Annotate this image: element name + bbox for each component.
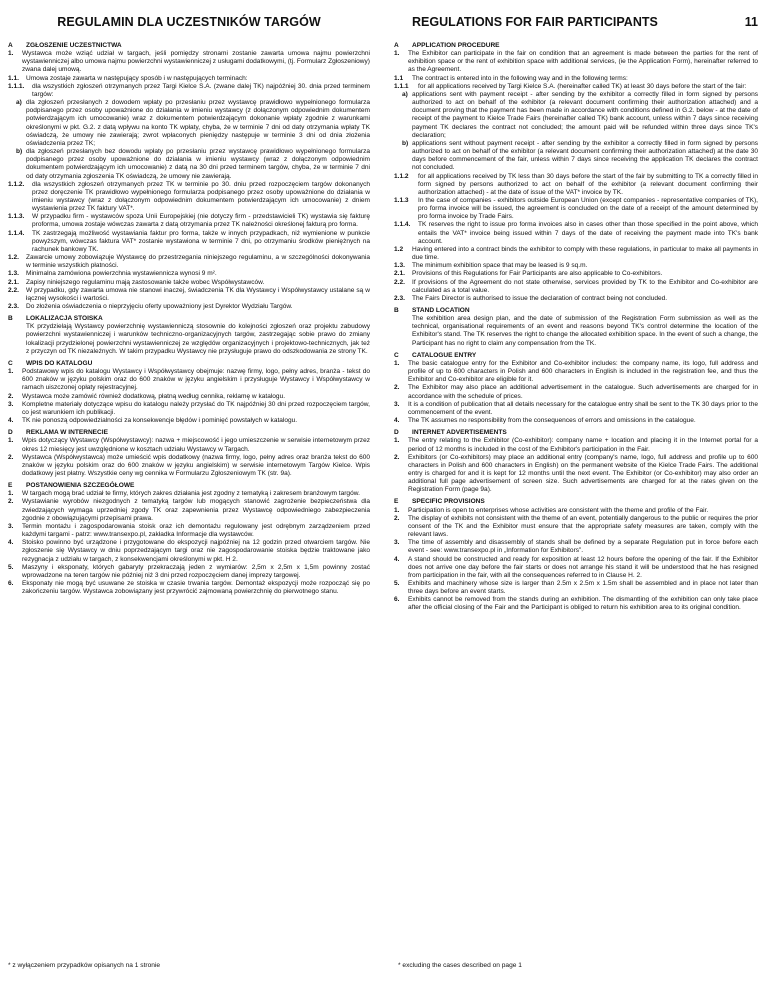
clause: [8, 564, 370, 580]
clause-number: 3.: [394, 539, 400, 547]
clause-number: 1.3.: [394, 262, 405, 270]
clause: [394, 454, 758, 495]
clause-number: E: [394, 498, 399, 506]
clause: [8, 254, 370, 270]
clause-text: Podstawowy wpis do katalogu Wystawcy i Współwystawcy obejmuje: nazwę firmy, logo, pełny adres, branża - tekst do 600 znaków w języku polskim oraz do 600 znaków w języku angielskim i przysługuje Wystawcy i Współwystawcy w ramach uiszczonej opłaty rejestracyjnej.: [22, 368, 370, 392]
clause: [394, 437, 758, 453]
clause-text: Zawarcie umowy zobowiązuje Wystawcę do przestrzegania niniejszego regulaminu, a w szczególności dokonywania w terminie wszystkich płatności.: [26, 254, 370, 270]
clause-text: Umowa zostaje zawarta w następujący sposób i w następujących terminach:: [26, 74, 248, 82]
section-title: REKLAMA W INTERNECIE: [26, 429, 108, 437]
clause: [394, 140, 758, 173]
clause-number: 2.2.: [8, 286, 19, 294]
section-title: APPLICATION PROCEDURE: [412, 42, 500, 49]
clause-text: Participation is open to enterprises whose activities are consistent with the theme and profile of the Fair.: [408, 506, 709, 514]
polish-footnote: * z wyłączeniem przypadków opisanych na 1 stronie: [8, 962, 161, 969]
english-header: REGULATIONS FOR FAIR PARTICIPANTS: [412, 15, 658, 29]
clause-number: 3.: [394, 400, 400, 408]
clause: [8, 490, 370, 498]
section-heading: [394, 498, 758, 506]
clause: [8, 148, 370, 181]
clause: [394, 279, 758, 295]
polish-column: [8, 14, 370, 596]
clause-number: 2.: [8, 498, 14, 506]
clause-number: 2.3.: [394, 294, 405, 302]
clause-number: a): [16, 99, 22, 107]
clause-number: 1.1.1: [394, 82, 409, 90]
clause: [8, 454, 370, 478]
clause-text: Exhibits and machinery whose size is larger than 2.5m x 2.5m x 1.5m shall be assembled and in place not later than three days before an event starts.: [408, 580, 758, 596]
clause: [8, 303, 370, 311]
polish-header: REGULAMIN DLA UCZESTNIKÓW TARGÓW: [57, 15, 321, 29]
clause-text: Do złożenia oświadczenia o nieprzyjęciu oferty upoważniony jest Dyrektor Wydziału Targów.: [26, 303, 293, 310]
clause-number: 1.3.: [8, 270, 19, 278]
clause: [8, 323, 370, 356]
clause: [394, 539, 758, 555]
clause-number: a): [402, 90, 408, 98]
clause-text: for all applications received by Targi Kielce S.A. (hereinafter called TK) at least 30 days before the start of the fair:: [418, 82, 747, 90]
clause-number: 1.1.2.: [8, 180, 25, 188]
clause: [8, 498, 370, 522]
clause: [8, 83, 370, 99]
section-heading: [394, 352, 758, 360]
clause-number: 4.: [8, 417, 14, 425]
clause-number: 2.: [394, 384, 400, 392]
clause-number: 1.1.: [8, 74, 19, 82]
clause: [8, 213, 370, 229]
clause: [8, 417, 370, 425]
section-heading: [8, 429, 370, 437]
clause-text: Wystawianie wyrobów niezgodnych z tematyką targów lub mogących stanowić zagrożenie bezpieczeństwa dla zwiedzających wymaga uprzedniej zgody TK oraz zapewnienia przez Wystawcę odpowiedniego zabezpieczenia zgodnie z obowiązującymi przepisami prawa.: [22, 498, 370, 522]
clause: [8, 523, 370, 539]
section-heading: [8, 315, 370, 323]
clause: [394, 417, 758, 425]
clause-number: 2.1.: [394, 270, 405, 278]
clause-number: 2.: [8, 453, 14, 461]
clause-text: The minimum exhibition space that may be leased is 9 sq.m.: [412, 262, 588, 270]
clause-text: The Exhibitor may also place an additional advertisement in the catalogue. Such advertisements are charged for in accordance with the schedule of prices.: [408, 384, 758, 400]
clause: [394, 75, 758, 83]
clause-number: 1.1.3.: [8, 213, 25, 221]
clause: [394, 83, 758, 91]
page-number: 11: [744, 15, 758, 29]
clause-text: Exhibits cannot be removed from the stands during an exhibition. The dismantling of the exhibition can only take place after the official closing of the Fair and the Participant is obliged to return his exhibition area to its original condition.: [408, 596, 758, 612]
clause-text: The Fairs Director is authorised to issue the declaration of contract being not concluded.: [412, 294, 668, 302]
clause-text: dla wszystkich zgłoszeń otrzymanych przez TK w terminie po 30. dniu przed rozpoczęciem targów dokonanych przez doręczenie TK prawidłowo wypełnionego formularza podpisanego przez osoby upoważnione do działania w imieniu wystawcy (wraz z dołączonym odpowiednim dokumentem potwierdzającym ich umocowanie) z dniem wystawienia przez TK faktury VAT*.: [32, 180, 370, 213]
clause-text: dla zgłoszeń przesłanych z dowodem wpłaty po przesłaniu przez wystawcę prawidłowo wypełnionego formularza podpisanego przez osoby upoważnione do działania w imieniu wystawcy (z dołączonym odpowiednim dokumentem potwierdzającym ich umocowanie) wraz z dokumentem potwierdzającym dokonanie wpłaty zgodnie z warunkami określonymi w pkt. G.2. z datą wpływu na konto TK wpłaty, chyba, że w terminie 7 dni od daty otrzymania wpłaty TK oświadczą, że umowy nie zawierają; zwrot wpłaconych pieniędzy następuje w terminie 3 dni od dnia złożenia oświadczenia przez TK;: [26, 99, 370, 147]
clause: [394, 580, 758, 596]
clause-number: 1.1.2: [394, 172, 409, 180]
clause-number: 4.: [394, 417, 400, 425]
clause-number: 1.1.4.: [394, 221, 411, 229]
clause-text: TK przydzielają Wystawcy powierzchnię wystawienniczą stosownie do kolejności zgłoszeń oraz projektu zabudowy powierzchni wystawienniczej i warunków techniczno-organizacyjnych targów, zastrzegając sobie prawo do zmiany lokalizacji przydzielonej powierzchni wystawienniczej ze względów organizacyjnych i projektowo-technicznych, jak też z przyczyn od TK niezależnych. W takim przypadku Wystawcy nie przysługuje prawo do odszkodowania ze strony TK.: [26, 323, 370, 355]
english-header-row: [394, 14, 758, 38]
clause: [8, 99, 370, 148]
clause: [8, 279, 370, 287]
clause-text: dla wszystkich zgłoszeń otrzymanych przez Targi Kielce S.A. (zwane dalej TK) najpóźniej 30. dnia przed terminem targów:: [32, 82, 370, 98]
clause-number: 2.3.: [8, 303, 19, 310]
clause-number: 2.1.: [8, 278, 19, 286]
clause-number: 1.1: [394, 74, 404, 82]
clause-text: The entry relating to the Exhibitor (Co-exhibitor): company name + location and placing it in the Internet portal for a period of 12 months is included in the cost of the Exhibitor's participation in the Fair.: [408, 437, 758, 453]
clause-text: applications sent with payment receipt - after sending by the exhibitor a correctly filled in form signed by persons authorized to act on behalf of the exhibitor (a relevant document confirming their authorization attached) and a document proving that the payment has been made in accordance with conditions defined in G.2. below - at the date of receipt of the payment to Kielce Trade Fairs (hereinafter called TK) bank account, unless within 7 days since receiving payment TK declares the contract not concluded; the amount paid will be refunded within three days since TK's declaration;: [412, 90, 758, 139]
section-heading: [8, 482, 370, 490]
clause-text: Wpis dotyczący Wystawcy (Współwystawcy): nazwa + miejscowość i jego umieszczenie w serwisie internetowym przez okres 12 miesięcy jest uwzględnione w kosztach udziału Wystawcy w Targach.: [22, 437, 370, 453]
clause: [394, 221, 758, 245]
polish-regulations-body: [8, 42, 370, 596]
clause-number: D: [8, 429, 13, 437]
clause-number: 4.: [394, 555, 400, 563]
clause: [8, 580, 370, 596]
english-column: [394, 14, 758, 613]
clause-text: If provisions of the Agreement do not state otherwise, services provided by TK to the Exhibitor and Co-exhibitor are calculated as a total value.: [412, 278, 758, 294]
section-title: POSTANOWIENIA SZCZEGÓŁOWE: [26, 482, 135, 490]
clause-text: W targach mogą brać udział te firmy, których zakres działania jest zgodny z tematyką i zakresem branżowym targów.: [22, 490, 360, 498]
clause-text: The time of assembly and disassembly of stands shall be defined by a separate Regulation put in force before each event - see: www.transexpo.pl in „Information for Exhibitors”.: [408, 539, 758, 555]
clause-text: Wystawca może wziąć udział w targach, jeśli pomiędzy stronami zostanie zawarta umowa najmu powierzchni wystawienniczej albo umowa najmu powierzchni wystawienniczej z usługami dodatkowymi, (tj. Formularz Zgłoszeniowy) zwana dalej umową.: [22, 50, 370, 74]
clause-text: The contract is entered into in the following way and in the following terms:: [412, 74, 628, 82]
section-heading: [8, 42, 370, 50]
section-title: ZGŁOSZENIE UCZESTNICTWA: [26, 42, 122, 49]
clause-number: 1.1.4.: [8, 229, 25, 237]
clause-number: 4.: [8, 539, 14, 547]
clause-text: Stoisko powinno być urządzone i przygotowane do ekspozycji najpóźniej na 12 godzin przed otwarciem targów. Nie zgłoszenie się Wystawcy w dniu poprzedzającym targi oraz nie zagospodarowanie stoiska będzie traktowane jako rezygnacja z udziału w targach, z konsekwencjami określonymi w pkt. H 2.: [22, 539, 370, 563]
section-title: STAND LOCATION: [412, 307, 470, 314]
clause-number: C: [8, 359, 13, 367]
clause: [394, 50, 758, 74]
section-title: WPIS DO KATALOGU: [26, 359, 93, 367]
clause-text: The exhibition area design plan, and the date of submission of the Registration Form submission as well as the technical, organisational requirements of an event and reasons beyond TK's control determine the location of the Exhibitor's stand. The TK reserves the right to change the allocated exhibition space. In the event of such a change, the Participant has no right to claim any compensation from the TK.: [412, 315, 758, 347]
section-title: SPECIFIC PROVISIONS: [412, 498, 485, 506]
clause-number: 1.: [8, 490, 14, 498]
clause: [394, 270, 758, 278]
clause-number: 6.: [394, 596, 400, 604]
section-heading: [8, 360, 370, 368]
clause-text: Zapisy niniejszego regulaminu mają zastosowanie także wobec Współwystawców.: [26, 278, 265, 286]
clause-number: b): [16, 148, 23, 156]
clause-number: 3.: [8, 522, 14, 530]
clause-text: W przypadku firm - wystawców spoza Unii Europejskiej (nie dotyczy firm - przedstawicieli TK) wystawia się fakturę proforma, umowa zostaje wówczas zawarta z datą otrzymania przez TK należności określonej fakturą pro forma.: [32, 213, 370, 229]
clause: [394, 246, 758, 262]
clause-text: dla zgłoszeń przesłanych bez dowodu wpłaty po przesłaniu przez wystawcę prawidłowo wypełnionego formularza podpisanego przez osoby upoważnione do działania w imieniu wystawcy (wraz z dołączonym odpowiednim dokumentem potwierdzającym ich umocowanie) z datą na 30 dni przed terminem targów, chyba, że w terminie 7 dni od daty otrzymania zgłoszenia TK oświadczą, że umowy nie zawierają.: [26, 148, 370, 180]
clause-text: Kompletne materiały dotyczące wpisu do katalogu należy przysłać do TK najpóźniej 30 dni przed rozpoczęciem targów, co jest warunkiem ich publikacji.: [22, 400, 370, 416]
section-heading: [394, 307, 758, 315]
clause: [8, 393, 370, 401]
clause-number: 2.: [394, 514, 400, 522]
clause-text: Provisions of this Regulations for Fair Participants are also applicable to Co-exhibitors.: [412, 270, 663, 278]
clause-text: TK reserves the right to issue pro forma invoices also in cases other than those specified in the point above, which entails the VAT* invoice being issued within 7 days of the date of receiving the payment made into TK's bank account.: [418, 221, 758, 245]
clause-text: Maszyny i eksponaty, których gabaryty przekraczają jeden z wymiarów: 2,5m x 2,5m x 1,5m powinny zostać wprowadzone na teren targów nie później niż 3 dni przed rozpoczęciem danej imprezy targowej.: [22, 563, 370, 579]
clause-text: TK nie ponoszą odpowiedzialności za konsekwencje błędów i pominięć powstałych w katalogu.: [22, 417, 298, 425]
clause-number: 1.: [394, 437, 400, 445]
clause-number: 1.: [8, 50, 14, 58]
clause: [394, 315, 758, 348]
clause-number: 1.: [394, 359, 400, 367]
clause-text: Exhibitors (or Co-exhibitors) may place an additional entry (company's name, logo, full address and profile up to 600 characters in Polish and 600 characters in English) on the permanent website of the Kielce Trade Fairs. The additional entry is charged for and it is kept for 12 months until the next event. The Exhibitor (or Co-exhibitor) may also order an additional full page advertisement of screen size. Such advertisements are charged for at the rates given on the Registration Form (page 9a).: [408, 453, 758, 494]
clause-text: The basic catalogue entry for the Exhibitor and Co-exhibitor includes: the company name, its logo, full address and profile of up to 600 characters in Polish and 600 characters in English is included in the registration fee, and thus the Exhibitor and Co-exhibitor are eligible for it.: [408, 359, 758, 384]
clause: [8, 75, 370, 83]
clause: [394, 360, 758, 384]
english-footnote: * excluding the cases described on page 1: [398, 962, 522, 969]
clause: [394, 515, 758, 539]
clause-number: 1.2.: [8, 254, 19, 262]
clause-text: A stand should be constructed and ready for exposition at least 12 hours before the opening of the fair. If the Exhibitor does not arrive one day before the fair starts or does not arrange his stand it will be understood that he has resigned from participation in the fair, with all the consequences referred to in Clause H. 2.: [408, 555, 758, 579]
clause-number: 5.: [8, 563, 14, 571]
clause: [394, 173, 758, 197]
clause-text: Eksponaty nie mogą być usuwane ze stoiska w czasie trwania targów. Demontaż ekspozycji może rozpocząć się po zakończeniu targów. Wystawca zobowiązany jest przywrócić zajmowaną powierzchnię do pierwotnego stanu.: [22, 580, 370, 596]
clause-text: Termin montażu i zagospodarowania stoisk oraz ich demontażu regulowany jest odrębnym zarządzeniem przed każdymi targami - patrz: www.transexpo.pl, zakładka Informacje dla wystawców.: [22, 522, 370, 539]
clause: [394, 91, 758, 140]
clause: [394, 295, 758, 303]
clause-number: 2.2.: [394, 278, 405, 286]
clause-text: Having entered into a contract binds the exhibitor to comply with these regulations, in particular to make all payments in due time.: [412, 245, 758, 262]
clause: [394, 401, 758, 417]
clause-text: Minimalna zamówiona powierzchnia wystawiennicza wynosi 9 m².: [26, 270, 217, 278]
clause: [8, 50, 370, 74]
english-regulations-body: [394, 42, 758, 613]
clause-number: A: [394, 42, 399, 49]
clause: [394, 197, 758, 221]
clause: [394, 384, 758, 400]
clause-text: The Exhibitor can participate in the fair on condition that an agreement is made between the parties for the rent of exhibition space or the rent of exhibition space with additional services, (ie the Application Form), hereinafter referred to as the Agreement.: [408, 50, 758, 74]
clause-number: 6.: [8, 580, 14, 587]
clause-number: 1.: [8, 368, 14, 376]
clause-text: for all applications received by TK less than 30 days before the start of the fair by submitting to TK a correctly filled in form signed by persons authorized to act on behalf of the exhibitor (a relevant document confirming their authorization attached) - at the date of issue of the VAT* invoice by TK.: [418, 172, 758, 196]
clause: [8, 539, 370, 563]
clause-number: B: [8, 315, 13, 323]
clause-number: 5.: [394, 580, 400, 587]
clause: [8, 270, 370, 278]
clause-text: Wystawca (Współwystawca) może umieścić wpis dodatkowy (nazwa firmy, logo, pełny adres oraz branża tekst do 600 znaków w języku polskim oraz do 600 znaków w języku angielskim) w serwisie internetowym Targów Kielce. Wpis dodatkowy jest płatny. Wszystkie ceny wg cennika w Formularzu Zgłoszeniowym TK (str. 9a).: [22, 453, 370, 477]
clause-number: 1.1.3: [394, 196, 409, 204]
clause-text: applications sent without payment receipt - after sending by the exhibitor a correctly filled in form signed by persons authorized to act on behalf of the exhibitor (a relevant document confirming their authorization attached) at the date 30 days before commencement of the fair, unless within 7 days since receiving the application TK declares the contract not concluded.: [412, 139, 758, 172]
clause-number: 1.: [8, 437, 14, 445]
clause-text: The display of exhibits not consistent with the theme of an event, potentially dangerous to the public or requires the prior consent of the TK and the Exhibitor must ensure that the appropriate safety measures are taken, comply with the relevant laws.: [408, 514, 758, 539]
section-title: CATALOGUE ENTRY: [412, 351, 477, 359]
clause: [8, 437, 370, 453]
clause: [8, 401, 370, 417]
clause-number: 2.: [394, 453, 400, 461]
clause: [8, 230, 370, 254]
clause-number: 1.: [394, 50, 400, 58]
clause-text: W przypadku, gdy zawarta umowa nie stanowi inaczej, świadczenia TK dla Wystawcy i Współwystawcy ustalane są w łącznej wysokości i wartości.: [26, 286, 370, 302]
clause: [8, 368, 370, 392]
clause-text: Wystawca może zamówić również dodatkową, płatną według cennika, reklamę w katalogu.: [22, 392, 286, 400]
clause-number: D: [394, 429, 399, 437]
clause: [394, 596, 758, 612]
clause: [394, 556, 758, 580]
clause-number: b): [402, 139, 409, 147]
clause-text: TK zastrzegają możliwość wystawiania faktur pro forma, także w innych przypadkach, niż wymienione w punkcie powyższym, wówczas faktura VAT* zostanie wystawiona w terminie 7 dni, po otrzymaniu środków pieniężnych na rachunek bankowy TK.: [32, 229, 370, 253]
clause-number: B: [394, 307, 399, 314]
clause-number: 1.1.1.: [8, 82, 25, 90]
clause-number: A: [8, 42, 13, 49]
clause-number: E: [8, 482, 13, 490]
clause-text: It is a condition of publication that all details necessary for the catalogue entry shall be sent to the TK 30 days prior to the commencement of the event.: [408, 400, 758, 416]
clause: [394, 507, 758, 515]
section-title: LOKALIZACJA STOISKA: [26, 315, 103, 323]
section-heading: [394, 42, 758, 50]
section-heading: [394, 429, 758, 437]
clause: [394, 262, 758, 270]
clause: [8, 287, 370, 303]
clause: [8, 181, 370, 214]
clause-number: 1.2: [394, 245, 404, 253]
clause-number: C: [394, 351, 399, 359]
clause-text: In the case of companies - exhibitors outside European Union (except companies - representative companies of TK), pro forma invoice will be issued, the agreement is concluded on the date of a receipt of the amount determined by pro forma invoice by Trade Fairs.: [418, 196, 758, 221]
section-title: INTERNET ADVERTISEMENTS: [412, 429, 507, 437]
clause-number: 3.: [8, 400, 14, 408]
clause-number: 1.: [394, 506, 400, 514]
clause-text: The TK assumes no responsibility from the consequences of errors and omissions in the catalogue.: [408, 417, 696, 425]
clause-number: 2.: [8, 392, 14, 400]
